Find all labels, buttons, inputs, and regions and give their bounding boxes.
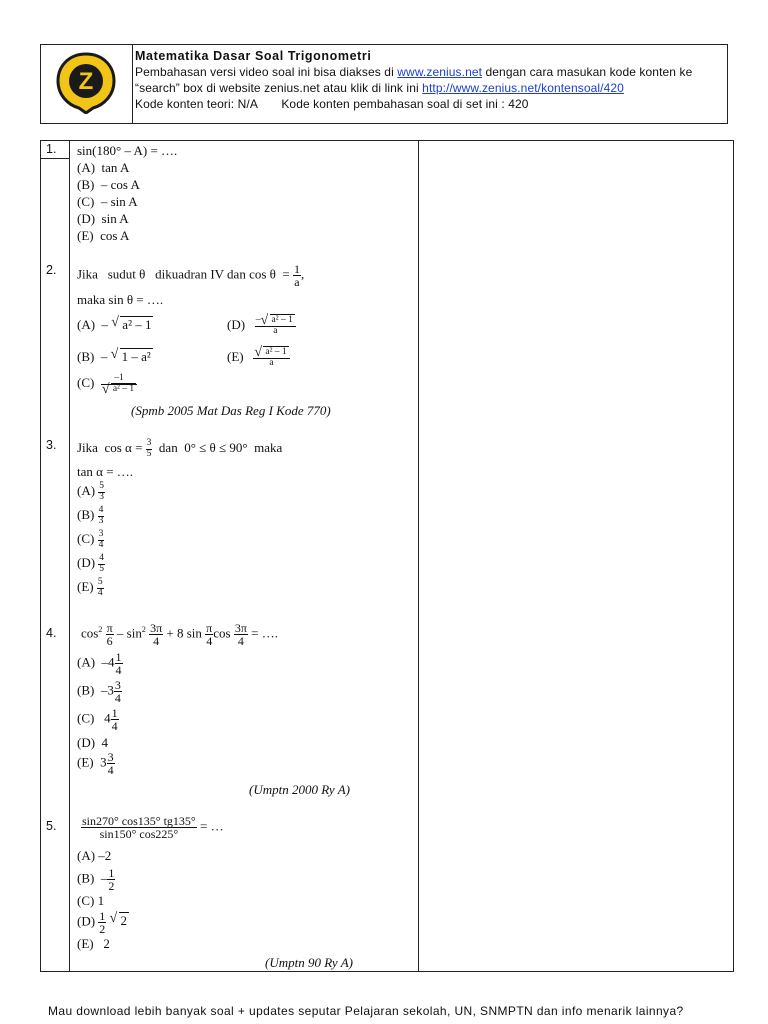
header-line-3: Kode konten teori: N/A Kode konten pembahasan soal di set ini : 420 [135, 97, 529, 111]
question-number: 4. [46, 626, 57, 640]
question-number: 1. [46, 142, 57, 156]
question-4 [81, 621, 411, 647]
row-divider [41, 158, 69, 159]
question-stem: Jika sudut θ dikuadran IV dan cos θ = $\frac{1}{a}$ , [77, 262, 305, 289]
option: (E) cos A [77, 228, 130, 243]
option: (C) 1 [77, 893, 105, 908]
zenius-logo-icon [55, 52, 117, 114]
document-header [40, 44, 728, 124]
option-c: (C) –1 √ a² – 1 [77, 374, 407, 394]
question-5-options [77, 847, 407, 953]
question-source: (Umptn 2000 Ry A) [249, 782, 350, 797]
option: (D) 4 [77, 735, 109, 750]
question-number: 5. [46, 819, 57, 833]
question-stem: $\frac{\sin 270^\circ \cos 135^\circ tg135^\circ}{\sin 150^\circ \cos 225^\circ}$ = … [82, 814, 224, 841]
question-stem-2: tan α = …. [77, 464, 134, 480]
option: (D) $\frac{4}{5}$ [77, 553, 105, 574]
option: (C) – sin A [77, 194, 138, 209]
option: (E) 2 [77, 936, 110, 951]
question-source: (Spmb 2005 Mat Das Reg I Kode 770) [131, 403, 331, 418]
option: (E) $\frac{5}{4}$ [77, 577, 103, 598]
option: (B) – $\frac{1}{2}$ [77, 866, 115, 893]
question-source: (Umptn 90 Ry A) [265, 955, 353, 970]
header-text [135, 48, 723, 112]
question-4-options [77, 651, 407, 779]
option: (A) –2 [77, 848, 112, 863]
question-2 [77, 263, 407, 394]
option: (C) $\frac{3}{4}$ [77, 529, 104, 550]
question-3 [77, 439, 407, 602]
question-number: 2. [46, 263, 57, 277]
option: (C) 4 $\frac{1}{4}$ [77, 706, 118, 733]
header-line-2: “search” box di website zenius.net atau klik di link ini http://www.zenius.net/kontensoal/420 [135, 81, 624, 95]
footer-text: Mau download lebih banyak soal + updates seputar Pelajaran sekolah, UN, SNMPTN dan info menarik lainnya? [48, 1004, 684, 1018]
option: (E) 3 $\frac{3}{4}$ [77, 750, 114, 777]
option-row [77, 316, 407, 340]
logo-letter: Z [78, 68, 94, 95]
option-a: (A) – √ a² – 1 [77, 316, 153, 333]
question-stem: $\cos^2$ $\frac{\pi}{6}$ – $\sin^2$ $\frac{3\pi}{4}$ + 8 sin $\frac{\pi}{4}$ cos $\frac{3\pi}{4}$ = …. [81, 620, 278, 648]
kontensoal-link[interactable]: http://www.zenius.net/kontensoal/420 [422, 81, 624, 95]
option: (B) $\frac{4}{3}$ [77, 505, 104, 526]
option-d: (D) $\frac{\text{–√ a² – 1}}{a}$ [227, 316, 296, 336]
option: (A) –4 $\frac{1}{4}$ [77, 650, 122, 677]
question-number: 3. [46, 438, 57, 452]
option: (A) tan A [77, 160, 130, 175]
question-stem: Jika cos α = $\frac{3}{5}$ dan 0° ≤ θ ≤ 90° maka [77, 438, 283, 459]
zenius-link[interactable]: www.zenius.net [397, 65, 483, 79]
option: (D) sin A [77, 211, 129, 226]
option-e: (E) √ $\frac{\text{a² – 1}}{a}$ [227, 348, 290, 368]
document-title: Matematika Dasar Soal Trigonometri [135, 49, 372, 63]
question-5 [81, 815, 411, 840]
option: (A) $\frac{5}{3}$ [77, 481, 105, 502]
option-b: (B) – √ 1 – a² [77, 348, 153, 365]
column-divider [69, 141, 70, 971]
question-stem-2: maka sin θ = …. [77, 292, 164, 307]
logo-cell [41, 45, 133, 123]
header-line-1: Pembahasan versi video soal ini bisa diakses di www.zenius.net dengan cara masukan kode konten ke [135, 65, 693, 79]
question-stem: sin(180° – A) = …. [77, 143, 178, 158]
option: (B) –3 $\frac{3}{4}$ [77, 678, 121, 705]
option-row [77, 348, 407, 372]
question-1 [77, 142, 177, 244]
column-divider [418, 141, 419, 971]
option: (D) $\frac{1}{2}$ √ 2 [77, 910, 407, 935]
questions-table [40, 140, 734, 972]
option: (B) – cos A [77, 177, 140, 192]
